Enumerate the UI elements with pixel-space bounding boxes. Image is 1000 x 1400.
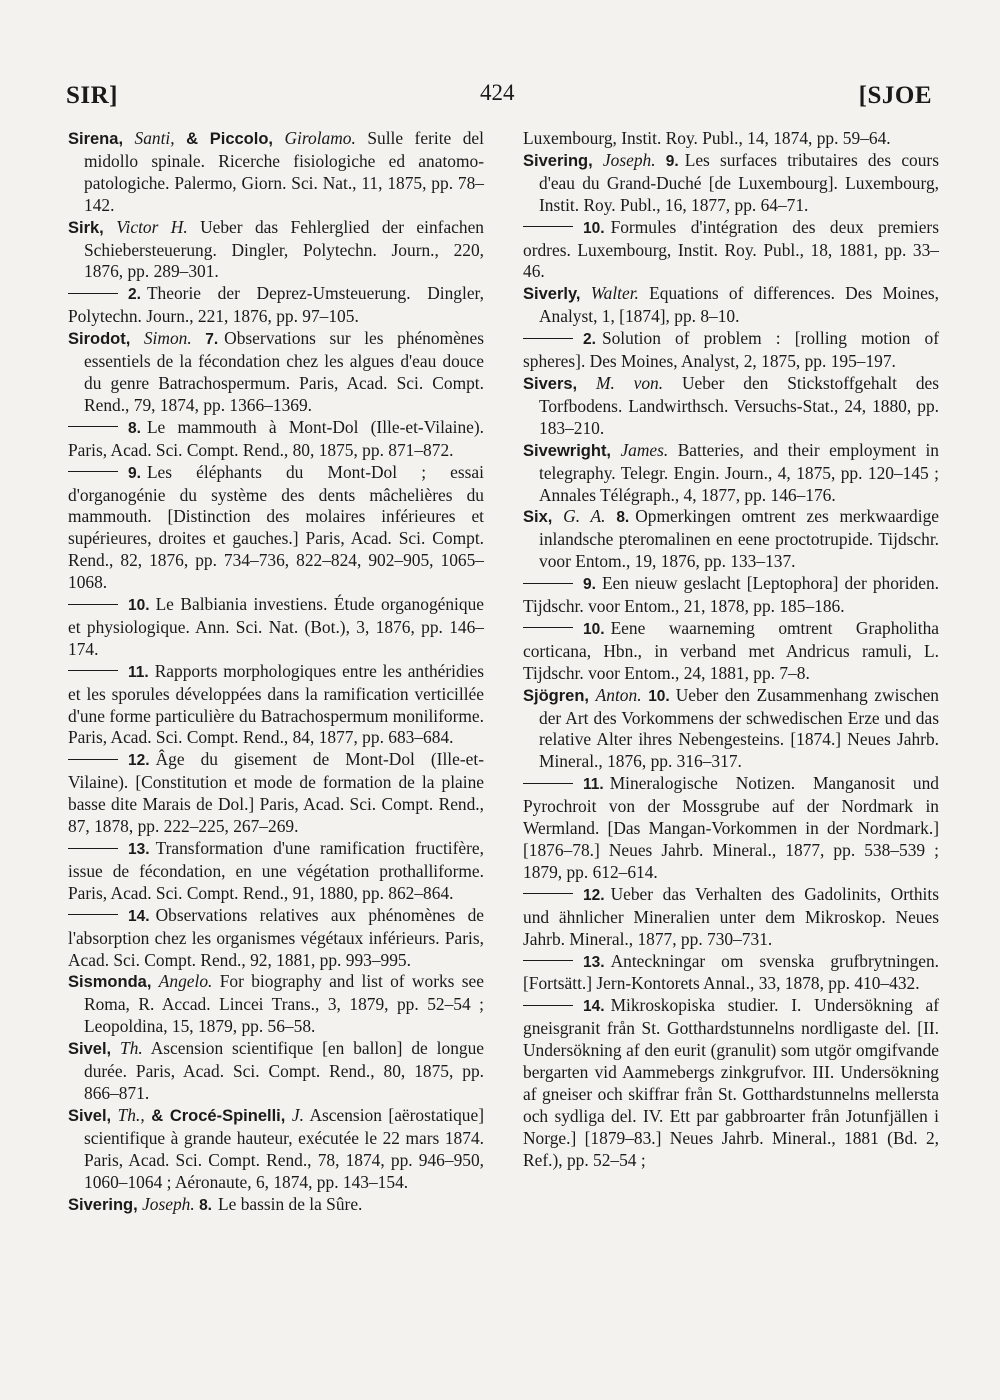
author-forename: G. A. — [563, 506, 606, 527]
entry-number: 12. — [583, 886, 605, 904]
entry-number: 10. — [648, 687, 670, 705]
entry-number: 10. — [128, 597, 150, 615]
header-left: SIR] — [66, 82, 119, 109]
author-forename: Walter. — [590, 283, 639, 304]
entry-number: 13. — [583, 953, 605, 971]
bibliography-entry — [68, 749, 484, 838]
entry-text: Observations sur les phénomènes essentiels de la fécondation chez les algues d'eau douce du genre Batrachospermum. Paris, Acad. Sci. Compt. Rend., 79, 1874, pp. 1366–1369. — [84, 328, 484, 415]
author-name: Sivel, — [68, 1040, 112, 1059]
author-name: Sivel, — [68, 1106, 112, 1125]
entry-number: 8. — [616, 509, 630, 527]
author-name: Sirodot, — [68, 330, 131, 349]
entry-text: Ascension [aërostatique] scientifique à grande hauteur, exécutée le 22 mars 1874. Paris, Acad. Sci. Compt. Rend., 78, 1874, pp. 946–950, 1060–1064 ; Aéronaute, 6, 1874, pp. 143–154. — [84, 1104, 485, 1192]
entry-text: Formules d'intégration des deux premiers ordres. Luxembourg, Instit. Roy. Publ., 18, 1881, pp. 33–46. — [523, 216, 939, 282]
author-name: Sivewright, — [523, 441, 612, 460]
ditto-dash — [68, 848, 118, 849]
entry-number: 10. — [583, 219, 605, 237]
entry-text: Mikroskopiska studier. I. Undersökning af gneisgranit från St. Gotthardstunnelns nordligaste del. [II. Undersökning af den eurit (granulit) som utgör omgifvande bergarten vid Aammebergs zinkgrufvor. III. Undersökning af gneiser och skiffrar från St. Gotthardstunnelns mellersta och sydliga del. IV. Ett par gabbroarter från Jotunfjällen i Norge.] [1879–83.] Neues Jahrb. Mineral., 1881 (Bd. 2, Ref.), pp. 52–54 ; — [523, 995, 939, 1170]
entry-text: For biography and list of works see Roma, R. Accad. Lincei Trans., 3, 1879, pp. 52–54 ; Leopoldina, 15, 1879, pp. 56–58. — [84, 971, 484, 1037]
entry-number: 14. — [128, 907, 150, 925]
author-name: Six, — [523, 508, 553, 527]
bibliography-entry — [68, 905, 484, 972]
bibliography-entry — [68, 328, 484, 417]
bibliography-entry — [523, 995, 939, 1171]
right-column — [523, 128, 939, 1172]
bibliography-entry — [523, 328, 939, 373]
bibliography-entry — [68, 128, 484, 217]
coauthor-forename: J. — [291, 1104, 304, 1125]
author-forename: Victor H. — [116, 216, 188, 237]
entry-text: Mineralogische Notizen. Manganosit und Pyrochroit von der Mossgrube auf der Nordmark in Wermland. [Das Mangan-Vorkommen in der Nordmark.] [1876–78.] Neues Jahrb. Mineral., 1877, pp. 538–539 ; 1879, pp. 612–614. — [523, 773, 939, 882]
ditto-dash — [523, 893, 573, 894]
coauthor-name: & Crocé-Spinelli, — [151, 1106, 286, 1125]
entry-number: 8. — [199, 1196, 212, 1214]
entry-text: Eene waarneming omtrent Grapholitha corticana, Hbn., in verband met Andricus ramuli, L. Tijdschr. voor Entom., 24, 1881, pp. 7–8. — [523, 617, 939, 683]
author-name: Sismonda, — [68, 973, 152, 992]
entry-text: Equations of differences. Des Moines, Analyst, 1, [1874], pp. 8–10. — [539, 283, 939, 327]
coauthor-name: & Piccolo, — [186, 130, 274, 148]
running-header — [66, 82, 932, 110]
author-name: Sivering, — [68, 1195, 138, 1214]
entry-text: Âge du gisement de Mont-Dol (Ille-et-Vilaine). [Constitution et mode de formation de la plaine basse dite Marais de Dol.] Paris, Acad. Sci. Compt. Rend., 87, 1878, pp. 222–225, 267–269. — [68, 749, 484, 837]
entry-text: Opmerkingen omtrent zes merkwaardige inlandsche pteromalinen en eene proctotrupide. Tijdschr. voor Entom., 19, 1876, pp. 133–137. — [539, 506, 939, 572]
entry-number: 2. — [128, 286, 141, 304]
bibliography-entry — [523, 951, 939, 996]
entry-text: Le mammouth à Mont-Dol (Ille-et-Vilaine). Paris, Acad. Sci. Compt. Rend., 80, 1875, pp. 871–872. — [68, 416, 484, 460]
entry-text: Een nieuw geslacht [Leptophora] der phoriden. Tijdschr. voor Entom., 21, 1878, pp. 185–186. — [523, 573, 939, 617]
bibliography-entry — [523, 884, 939, 951]
bibliography-entry — [523, 373, 939, 440]
entry-number: 8. — [128, 419, 141, 437]
coauthor-forename: Girolamo. — [284, 128, 356, 148]
ditto-dash — [523, 960, 573, 961]
bibliography-entry — [523, 773, 939, 884]
ditto-dash — [523, 783, 573, 784]
author-name: Sivers, — [523, 374, 578, 393]
bibliography-entry — [68, 462, 484, 594]
ditto-dash — [68, 670, 118, 671]
entry-text: Les surfaces tributaires des cours d'eau du Grand-Duché [de Luxembourg]. Luxembourg, Instit. Roy. Publ., 16, 1877, pp. 64–71. — [539, 149, 939, 215]
page-number: 424 — [480, 80, 515, 105]
author-forename: M. von. — [595, 372, 664, 393]
bibliography-entry — [68, 661, 484, 750]
author-name: Sivering, — [523, 151, 593, 170]
ditto-dash — [523, 338, 573, 339]
bibliography-entry — [523, 128, 939, 150]
entry-text: Observations relatives aux phénomènes de l'absorption chez les organismes végétaux inférieurs. Paris, Acad. Sci. Compt. Rend., 92, 1881, pp. 993–995. — [68, 904, 484, 970]
author-forename: James. — [620, 439, 669, 460]
entry-text: Le Balbiania investiens. Étude organogénique et physiologique. Ann. Sci. Nat. (Bot.), 3, 1876, pp. 146–174. — [68, 594, 484, 659]
author-forename: Santi, — [134, 128, 175, 148]
ditto-dash — [523, 627, 573, 628]
entry-text: Ueber das Verhalten des Gadolinits, Orthits und ähnlicher Mineralien unter dem Mikroskop. Neues Jahrb. Mineral., 1877, pp. 730–731. — [523, 883, 939, 949]
author-forename: Simon. — [143, 328, 192, 349]
author-forename: Th. — [120, 1038, 143, 1059]
ditto-dash — [523, 583, 573, 584]
bibliography-entry — [523, 440, 939, 507]
bibliography-entry — [523, 150, 939, 217]
bibliography-entry — [68, 838, 484, 905]
header-right: [SJOE — [858, 82, 932, 109]
entry-number: 10. — [583, 620, 605, 638]
entry-text: Ueber den Zusammenhang zwischen der Art des Vorkommens der schwedischen Erze und das relative Alter ihres Nebengesteins. [1874.] Neues Jahrb. Mineral., 1876, pp. 316–317. — [539, 684, 940, 772]
author-forename: Angelo. — [158, 971, 213, 992]
entry-text: Rapports morphologiques entre les anthéridies et les sporules développées dans la ramification verticillée d'une forme particulière du Batrachospermum moniliforme. Paris, Acad. Sci. Compt. Rend., 84, 1877, pp. 683–684. — [68, 660, 484, 748]
bibliography-entry — [68, 1194, 484, 1217]
entry-number: 11. — [583, 776, 604, 794]
entry-number: 14. — [583, 998, 605, 1016]
ditto-dash — [68, 426, 118, 427]
bibliography-entry — [523, 685, 939, 774]
author-forename: Th., — [117, 1104, 145, 1125]
bibliography-entry — [523, 283, 939, 328]
bibliography-entry — [68, 971, 484, 1038]
bibliography-entry — [68, 417, 484, 462]
bibliography-entry — [68, 283, 484, 328]
author-name: Sirk, — [68, 218, 104, 237]
entry-text: Transformation d'une ramification fructifère, issue de fécondation, en une végétation prothalliforme. Paris, Acad. Sci. Compt. Rend., 91, 1880, pp. 862–864. — [68, 838, 484, 903]
author-forename: Joseph. — [142, 1193, 195, 1214]
entry-number: 11. — [128, 663, 149, 681]
entry-text: Theorie der Deprez-Umsteuerung. Dingler, Polytechn. Journ., 221, 1876, pp. 97–105. — [68, 283, 484, 327]
bibliography-entry — [523, 573, 939, 618]
entry-number: 9. — [583, 576, 596, 594]
entry-number: 2. — [583, 331, 596, 349]
ditto-dash — [68, 471, 118, 472]
ditto-dash — [68, 293, 118, 294]
entry-number: 12. — [128, 752, 150, 770]
entry-number: 13. — [128, 841, 150, 858]
entry-text: Solution of problem : [rolling motion of spheres]. Des Moines, Analyst, 2, 1875, pp. 195–197. — [523, 328, 939, 372]
entry-number: 7. — [205, 331, 219, 349]
entry-text: Le bassin de la Sûre. — [218, 1193, 363, 1214]
author-name: Sirena, — [68, 130, 124, 148]
ditto-dash — [523, 1005, 573, 1006]
ditto-dash — [68, 604, 118, 605]
bibliography-entry — [523, 217, 939, 284]
bibliography-entry — [68, 1038, 484, 1105]
bibliography-entry — [68, 594, 484, 661]
entry-text: Ascension scientifique [en ballon] de longue durée. Paris, Acad. Sci. Compt. Rend., 80, 1875, pp. 866–871. — [84, 1038, 484, 1103]
entry-text: Batteries, and their employment in telegraphy. Telegr. Engin. Journ., 4, 1875, pp. 120–145 ; Annales Télégraph., 4, 1877, pp. 146–176. — [539, 439, 939, 505]
author-name: Siverly, — [523, 285, 581, 304]
left-column — [68, 128, 484, 1216]
author-forename: Joseph. — [602, 149, 656, 170]
bibliography-entry — [68, 217, 484, 284]
entry-text: Luxembourg, Instit. Roy. Publ., 14, 1874, pp. 59–64. — [523, 128, 891, 148]
ditto-dash — [68, 759, 118, 760]
bibliography-entry — [68, 1105, 484, 1194]
bibliography-entry — [523, 506, 939, 573]
author-forename: Anton. — [595, 684, 642, 705]
entry-text: Les éléphants du Mont-Dol ; essai d'organogénie du système des dents mâchelières du mammouth. [Distinction des molaires inférieures et supérieures, droites et gauches.] Paris, Acad. Sci. Compt. Rend., 82, 1876, pp. 734–736, 822–824, 902–905, 1065–1068. — [68, 461, 484, 593]
entry-text: Anteckningar om svenska grufbrytningen. [Fortsätt.] Jern-Kontorets Annal., 33, 1878, pp. 410–432. — [523, 950, 939, 994]
author-name: Sjögren, — [523, 686, 590, 705]
ditto-dash — [68, 914, 118, 915]
bibliography-entry — [523, 618, 939, 685]
ditto-dash — [523, 226, 573, 227]
entry-number: 9. — [665, 152, 679, 170]
entry-text: Ueber das Fehlerglied der einfachen Schiebersteuerung. Dingler, Polytechn. Journ., 220, 1876, pp. 289–301. — [84, 216, 484, 282]
entry-text: Sulle ferite del midollo spinale. Ricerche fisiologiche ed anatomo-patologiche. Palermo, Giorn. Sci. Nat., 11, 1875, pp. 78–142. — [84, 128, 484, 215]
entry-number: 9. — [128, 464, 141, 482]
entry-text: Ueber den Stickstoffgehalt des Torfbodens. Landwirthsch. Versuchs-Stat., 24, 1880, pp. 183–210. — [539, 372, 940, 438]
